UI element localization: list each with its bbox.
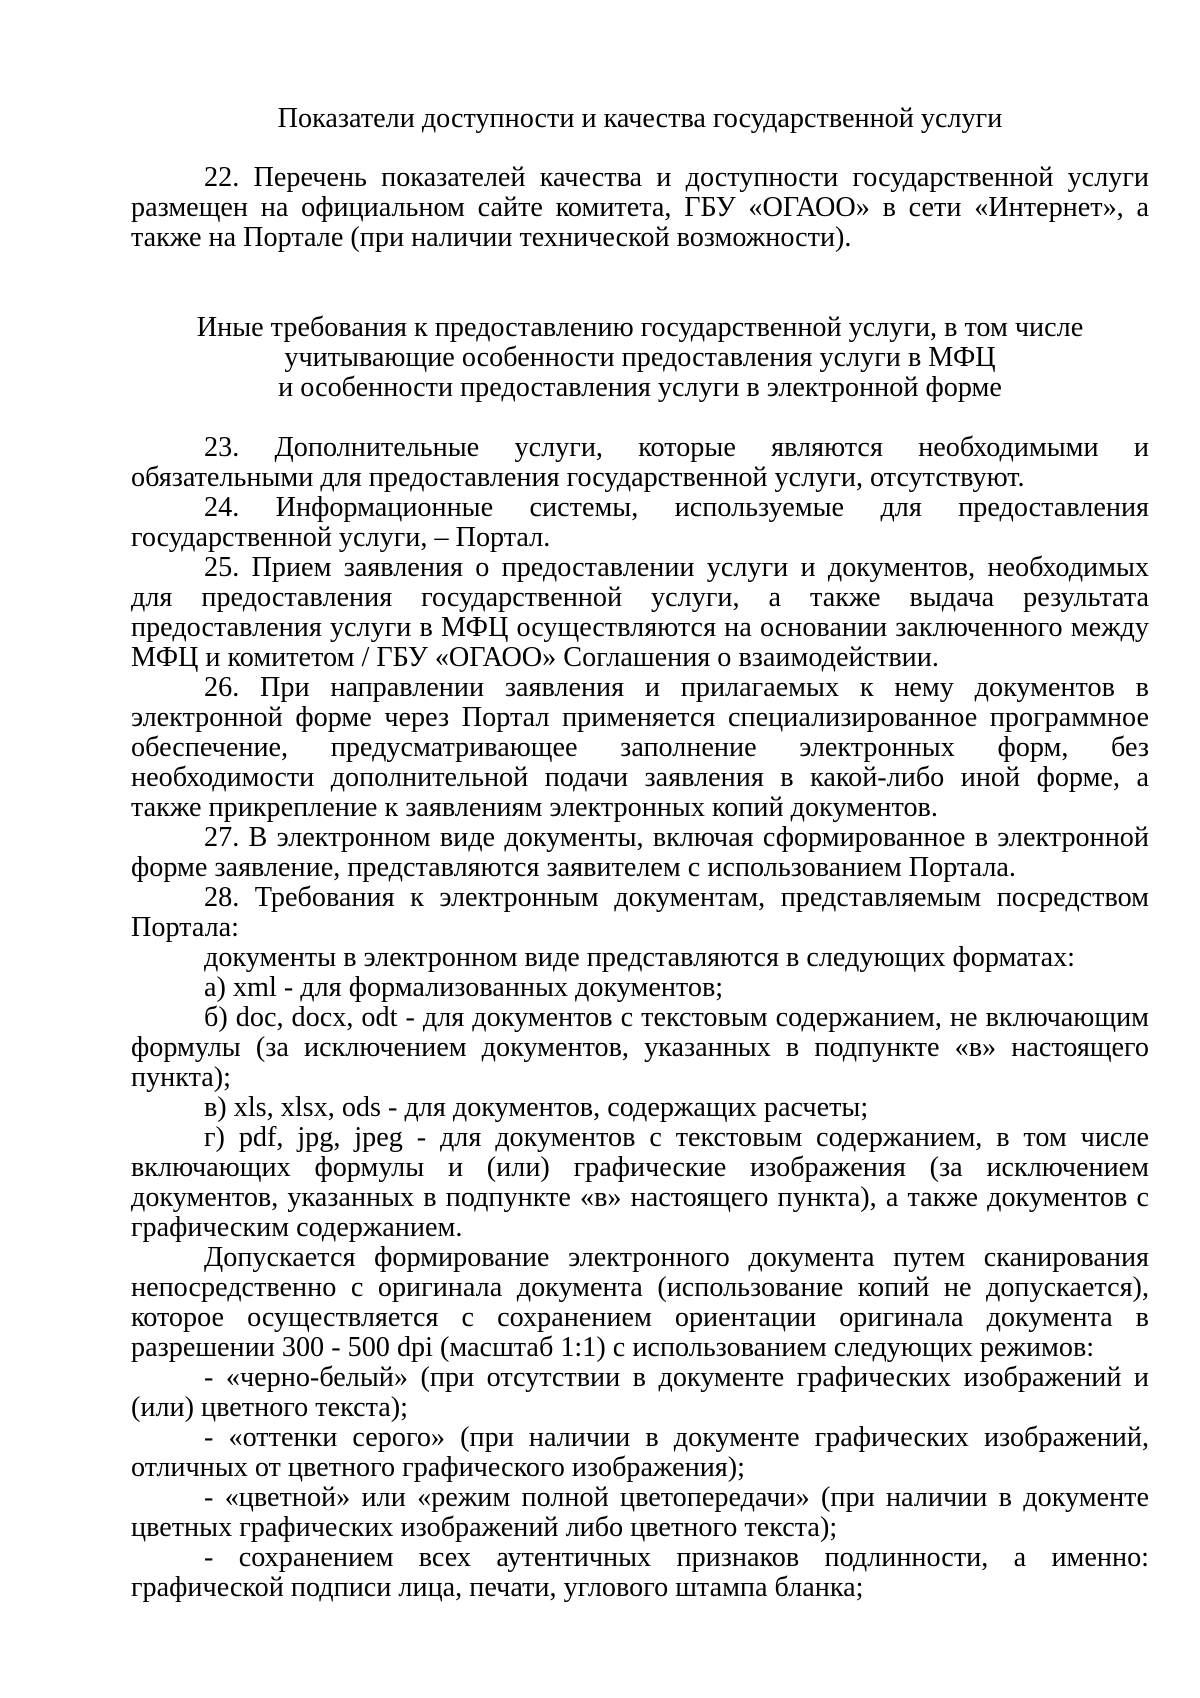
- paragraph-formats-intro: документы в электронном виде представляются в следующих форматах:: [204, 942, 1076, 973]
- paragraph-mode-gray: - «оттенки серого» (при наличии в документе графических изображений, отличных от цветного графического изображения);: [131, 1422, 1149, 1483]
- paragraph-23: 23. Дополнительные услуги, которые являются необходимыми и обязательными для предоставления государственной услуги, отсутствуют.: [131, 432, 1149, 493]
- spacer: [131, 403, 1149, 433]
- paragraph-mode-color: - «цветной» или «режим полной цветопередачи» (при наличии в документе цветных графических изображений либо цветного текста);: [131, 1482, 1149, 1543]
- spacer: [131, 134, 1149, 163]
- paragraph-24: 24. Информационные системы, используемые для предоставления государственной услуги, – Портал.: [131, 492, 1149, 553]
- paragraph-25: 25. Прием заявления о предоставлении услуги и документов, необходимых для предоставления государственной услуги, а также выдача результата предоставления услуги в МФЦ осуществляются на основании заключенного между МФЦ и комитетом / ГБУ «ОГАОО» Соглашения о взаимодействии.: [131, 552, 1149, 673]
- section-heading-other-requirements: [131, 313, 1149, 403]
- spacer: [131, 253, 1149, 313]
- paragraph-26: 26. При направлении заявления и прилагаемых к нему документов в электронной форме через Портал применяется специализированное программное обеспечение, предусматривающее заполнение электронных форм, без необходимости дополнительной подачи заявления в какой-либо иной форме, а также прикрепление к заявлениям электронных копий документов.: [131, 672, 1149, 823]
- document-body: [131, 104, 1149, 1603]
- paragraph-format-b: б) doc, docx, odt - для документов с текстовым содержанием, не включающим формулы (за исключением документов, указанных в подпункте «в» настоящего пункта);: [131, 1002, 1149, 1093]
- paragraph-authenticity: - сохранением всех аутентичных признаков подлинности, а именно: графической подписи лица, печати, углового штампа бланка;: [131, 1542, 1149, 1603]
- heading-line: Иные требования к предоставлению государственной услуги, в том числе: [196, 312, 1084, 343]
- heading-line: учитывающие особенности предоставления услуги в МФЦ: [284, 342, 996, 373]
- paragraph-format-v: в) xls, xlsx, ods - для документов, содержащих расчеты;: [204, 1092, 869, 1123]
- paragraph-27: 27. В электронном виде документы, включая сформированное в электронной форме заявление, представляются заявителем с использованием Портала.: [131, 822, 1149, 883]
- paragraph-mode-bw: - «черно-белый» (при отсутствии в документе графических изображений и (или) цветного текста);: [131, 1362, 1149, 1423]
- paragraph-22: 22. Перечень показателей качества и доступности государственной услуги размещен на официальном сайте комитета, ГБУ «ОГАОО» в сети «Интернет», а также на Портале (при наличии технической возможности).: [131, 162, 1149, 253]
- paragraph-28: 28. Требования к электронным документам, представляемым посредством Портала:: [131, 882, 1149, 943]
- paragraph-format-a: а) xml - для формализованных документов;: [204, 972, 724, 1003]
- heading-line: и особенности предоставления услуги в электронной форме: [278, 372, 1002, 403]
- section-heading-quality: Показатели доступности и качества государственной услуги: [277, 103, 1003, 134]
- paragraph-format-g: г) pdf, jpg, jpeg - для документов с текстовым содержанием, в том числе включающих формулы и (или) графические изображения (за исключением документов, указанных в подпункте «в» настоящего пункта), а также документов с графическим содержанием.: [131, 1122, 1149, 1243]
- paragraph-scanning: Допускается формирование электронного документа путем сканирования непосредственно с оригинала документа (использование копий не допускается), которое осуществляется с сохранением ориентации оригинала документа в разрешении 300 - 500 dpi (масштаб 1:1) с использованием следующих режимов:: [131, 1242, 1149, 1363]
